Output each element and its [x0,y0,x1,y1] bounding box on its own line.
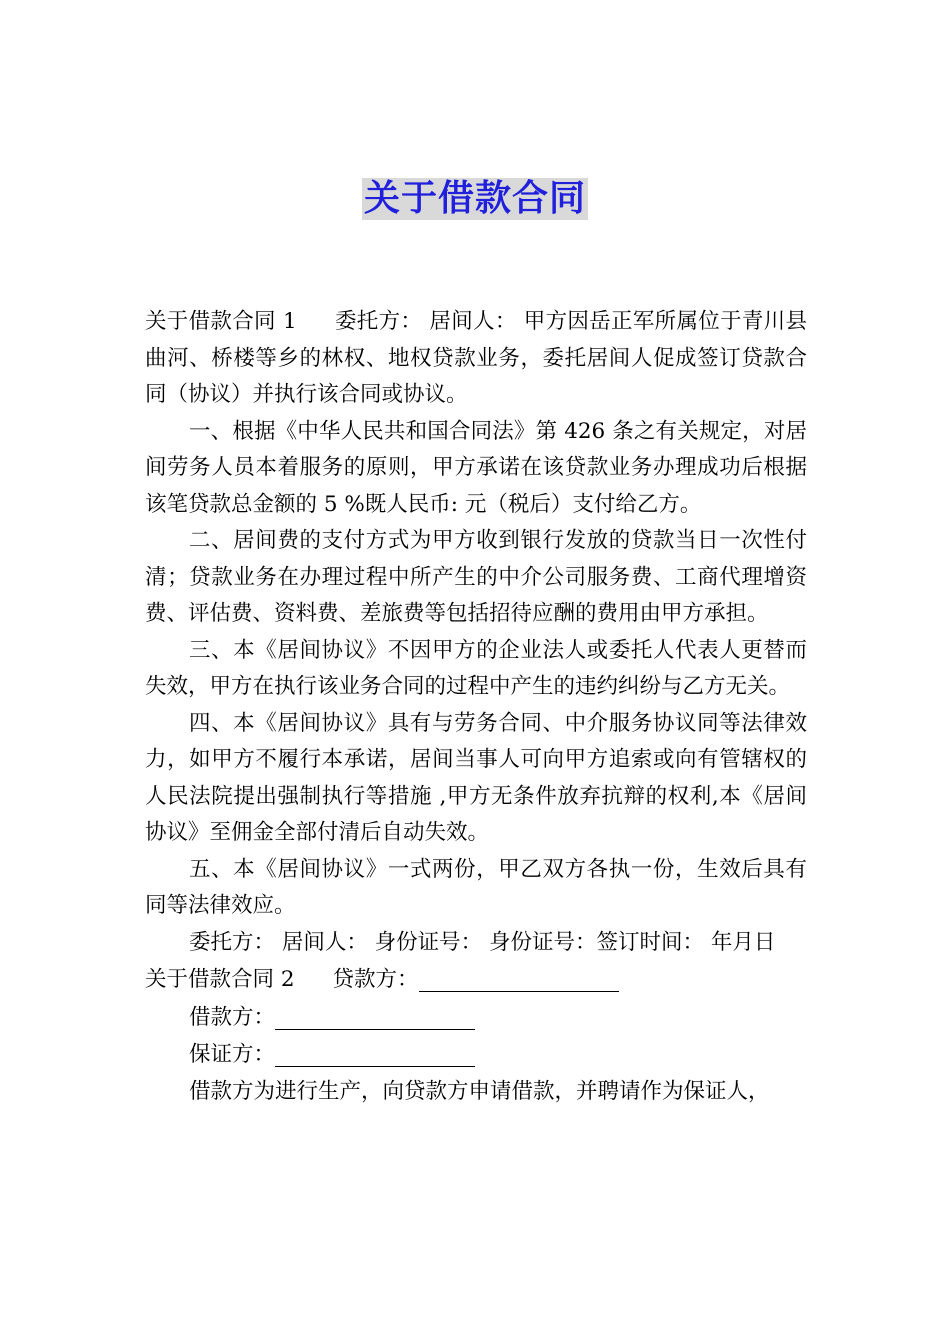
clause-2: 二、居间费的支付方式为甲方收到银行发放的贷款当日一次性付清；贷款业务在办理过程中所产生的中介公司服务费、工商代理增资费、评估费、资料费、差旅费等包括招待应酬的费用由甲方承担。 [145,528,807,626]
borrower-label: 借款方： [189,1004,276,1030]
lender-blank-field [419,967,619,992]
contract2-heading: 关于借款合同 2 [145,967,295,992]
clause-3: 三、本《居间协议》不因甲方的企业法人或委托人代表人更替而失效，甲方在执行该业务合同的过程中产生的违约纠纷与乙方无关。 [145,637,807,699]
signature-line: 委托方： 居间人： 身份证号： 身份证号：签订时间： 年月日 [189,929,776,955]
contract2-lender-line [145,961,807,999]
guarantor-blank-field [275,1042,475,1067]
document-title: 关于借款合同 [363,178,586,219]
guarantor-label: 保证方： [189,1042,276,1067]
contract1-heading: 关于借款合同 1 [145,309,297,334]
lender-label: 贷款方： [332,967,419,992]
clause-5: 五、本《居间协议》一式两份，甲乙双方各执一份，生效后具有同等法律效应。 [145,856,807,918]
contract1-intro-text: 委托方： 居间人： 甲方因岳正军所属位于青川县曲河、桥楼等乡的林权、地权贷款业务，委托居间人促成签订贷款合同（协议）并执行该合同或协议。 [145,309,807,407]
borrower-blank-field [275,1005,475,1030]
clause-4: 四、本《居间协议》具有与劳务合同、中介服务协议同等法律效力，如甲方不履行本承诺，居间当事人可向甲方追索或向有管辖权的人民法院提出强制执行等措施 ,甲方无条件放弃抗辩的权利,本《居间协议》至佣金全部付清后自动失效。 [145,710,807,845]
borrower-line [145,999,807,1037]
clause-1: 一、根据《中华人民共和国合同法》第 426 条之有关规定，对居间劳务人员本着服务的原则，甲方承诺在该贷款业务办理成功后根据该笔贷款总金额的 5 %既人民币: 元（税后）支付给乙方。 [145,418,807,517]
document-body [145,304,807,1110]
contract2-intro: 借款方为进行生产，向贷款方申请借款，并聘请作为保证人， [189,1078,770,1104]
title-container [0,178,950,220]
contract1-intro-paragraph [145,304,807,414]
guarantor-line [145,1036,807,1074]
